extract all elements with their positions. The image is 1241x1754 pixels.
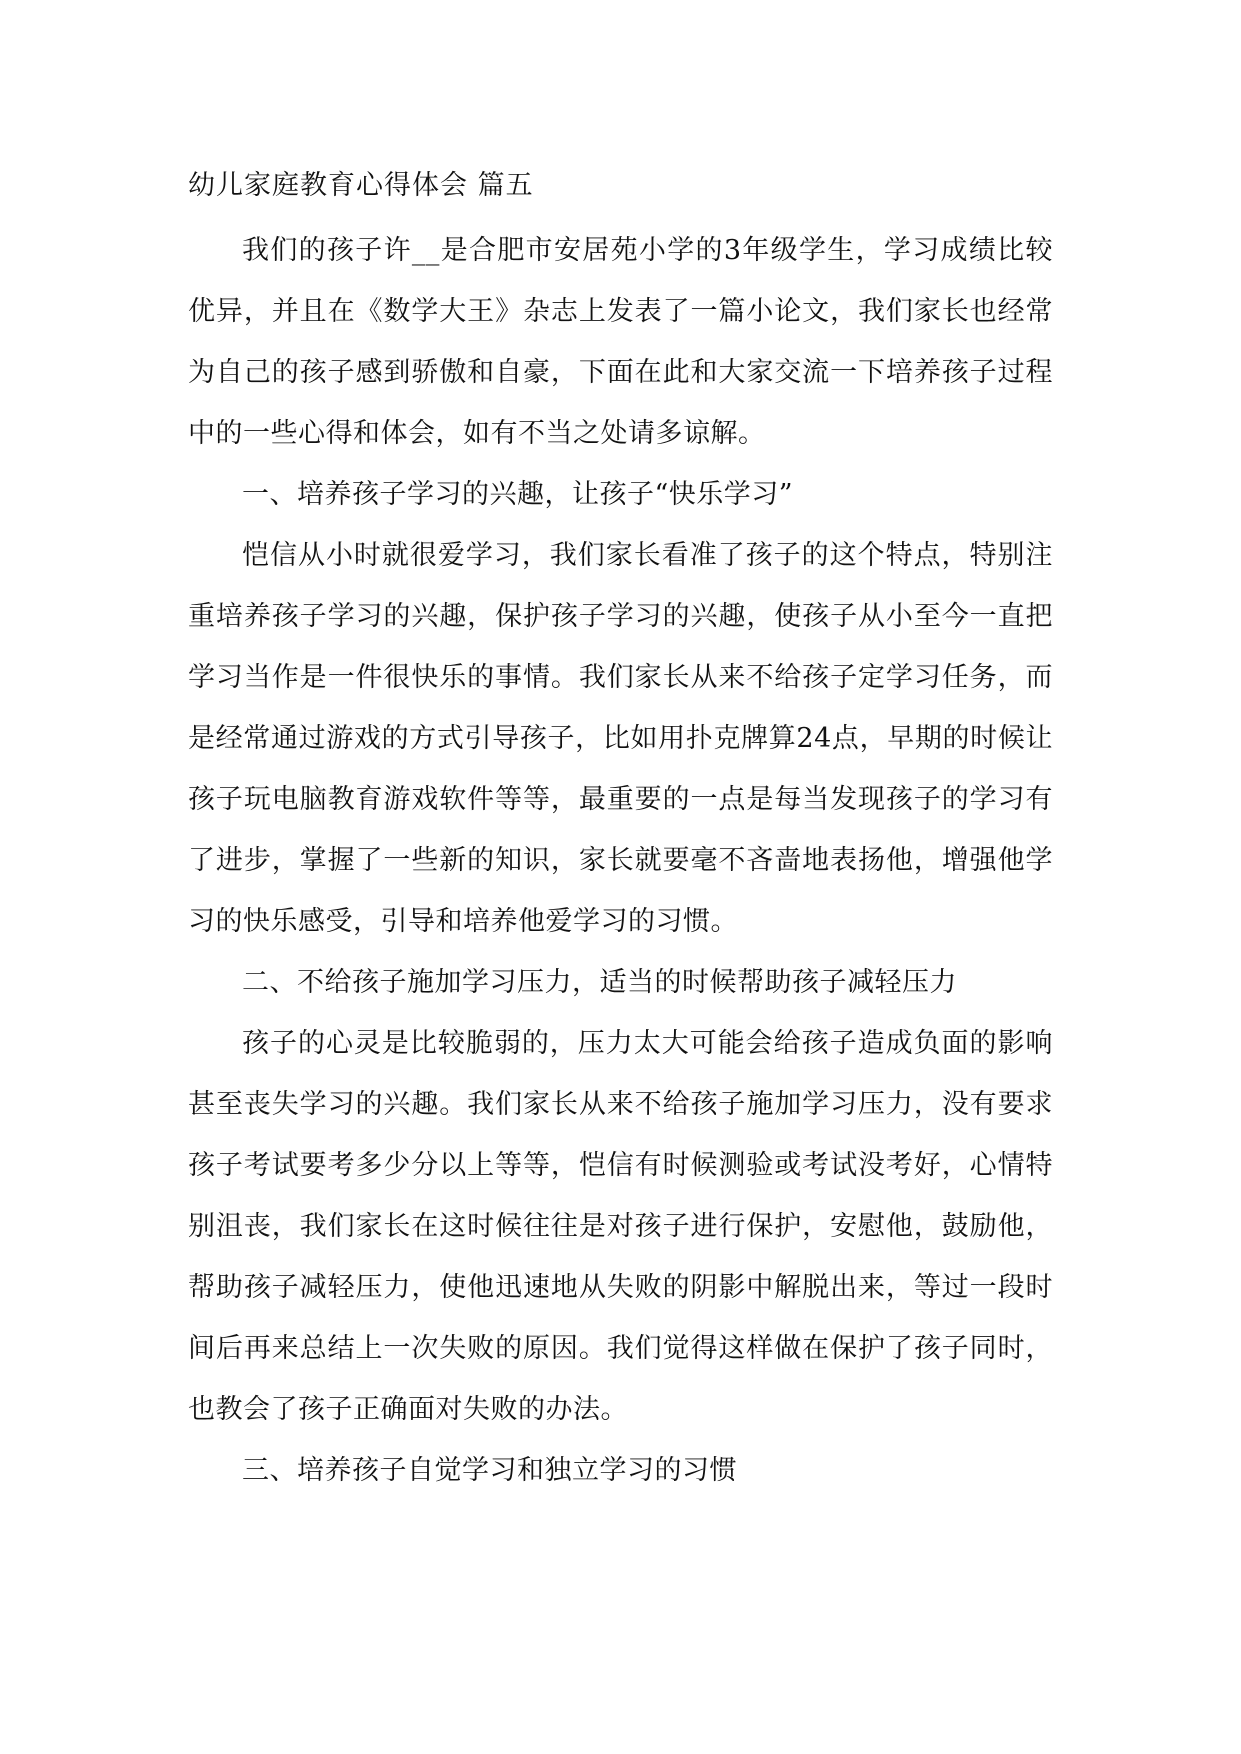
paragraph-section-1: 恺信从小时就很爱学习，我们家长看准了孩子的这个特点，特别注重培养孩子学习的兴趣，保护孩子学习的兴趣，使孩子从小至今一直把学习当作是一件很快乐的事情。我们家长从来不给孩子定学习任务，而是经常通过游戏的方式引导孩子，比如用扑克牌算24点，早期的时候让孩子玩电脑教育游戏软件等等，最重要的一点是每当发现孩子的学习有了进步，掌握了一些新的知识，家长就要毫不吝啬地表扬他，增强他学习的快乐感受，引导和培养他爱学习的习惯。 [188, 540, 1053, 937]
section-heading-3: 三、培养孩子自觉学习和独立学习的习惯 [242, 1455, 737, 1486]
paragraph-intro: 我们的孩子许__是合肥市安居苑小学的3年级学生，学习成绩比较优异，并且在《数学大王》杂志上发表了一篇小论文，我们家长也经常为自己的孩子感到骄傲和自豪，下面在此和大家交流一下培养孩子过程中的一些心得和体会，如有不当之处请多谅解。 [188, 235, 1053, 449]
section-heading-2: 二、不给孩子施加学习压力，适当的时候帮助孩子减轻压力 [242, 967, 957, 998]
section-heading-1: 一、培养孩子学习的兴趣，让孩子“快乐学习” [242, 479, 794, 510]
document-title: 幼儿家庭教育心得体会 篇五 [188, 170, 534, 201]
document-body [188, 160, 1053, 1501]
paragraph-section-2: 孩子的心灵是比较脆弱的，压力太大可能会给孩子造成负面的影响甚至丧失学习的兴趣。我们家长从来不给孩子施加学习压力，没有要求孩子考试要考多少分以上等等，恺信有时候测验或考试没考好，心情特别沮丧，我们家长在这时候往往是对孩子进行保护，安慰他，鼓励他，帮助孩子减轻压力，使他迅速地从失败的阴影中解脱出来，等过一段时间后再来总结上一次失败的原因。我们觉得这样做在保护了孩子同时，也教会了孩子正确面对失败的办法。 [188, 1028, 1053, 1425]
